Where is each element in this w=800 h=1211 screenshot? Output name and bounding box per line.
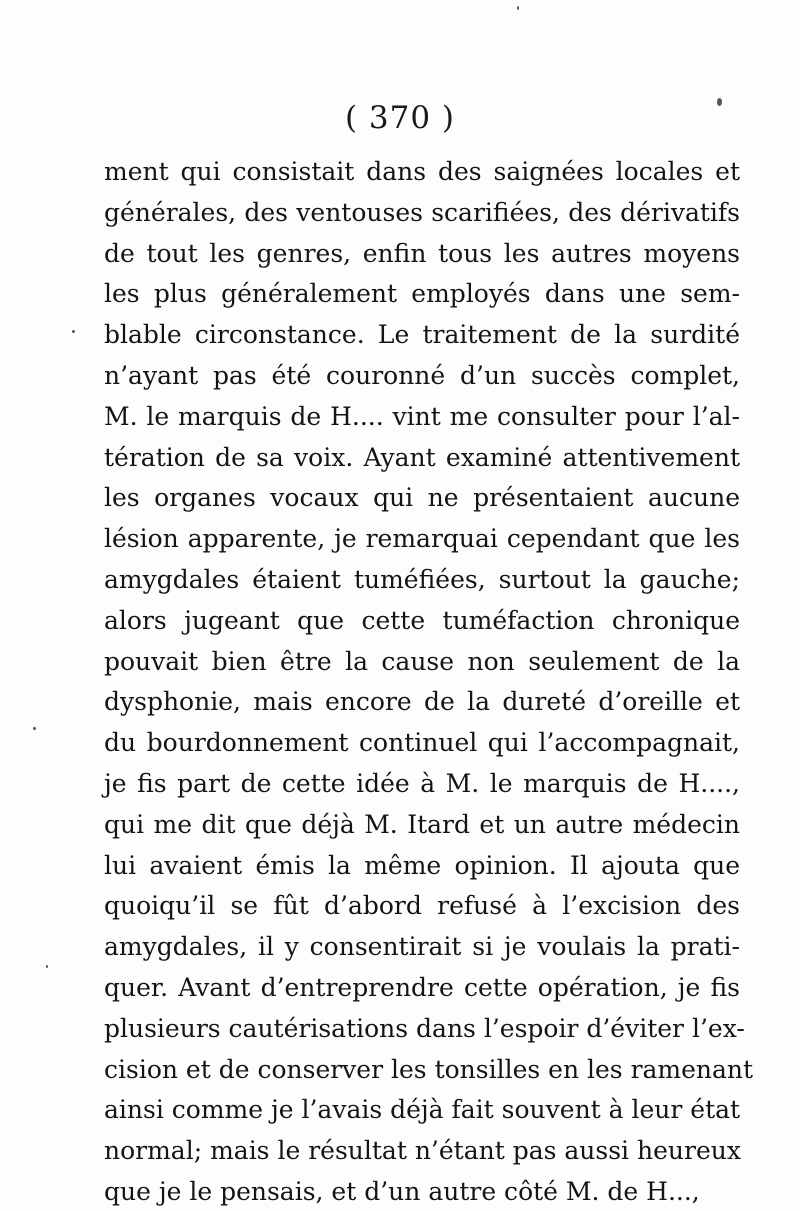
text-line: ainsi comme je l’avais déjà fait souvent à leur état xyxy=(104,1095,741,1125)
scan-speck xyxy=(33,727,36,730)
text-line: tération de sa voix. Ayant examiné attentivement xyxy=(104,442,740,472)
text-line: que je le pensais, et d’un autre côté M. de H..., xyxy=(104,1176,700,1206)
text-line: plusieurs cautérisations dans l’espoir d’éviter l’ex- xyxy=(104,1013,745,1043)
text-line: amygdales, il y consentirait si je voulais la prati- xyxy=(104,932,740,962)
text-line: lui avaient émis la même opinion. Il ajouta que xyxy=(104,850,740,880)
text-line: n’ayant pas été couronné d’un succès complet, xyxy=(104,360,740,390)
scan-speck xyxy=(517,6,519,10)
text-line: quer. Avant d’entreprendre cette opération, je fis xyxy=(104,972,740,1002)
text-line: du bourdonnement continuel qui l’accompagnait, xyxy=(104,728,740,758)
text-line: alors jugeant que cette tuméfaction chronique xyxy=(104,605,740,635)
text-line: quoiqu’il se fût d’abord refusé à l’excision des xyxy=(104,891,740,921)
text-line: ment qui consistait dans des saignées locales et xyxy=(104,157,740,186)
text-line: M. le marquis de H.... vint me consulter pour l’al- xyxy=(104,401,740,431)
body-text xyxy=(104,152,754,1211)
text-line: générales, des ventouses scarifiées, des dérivatifs xyxy=(104,197,740,227)
text-line: cision et de conserver les tonsilles en les ramenant xyxy=(104,1054,754,1084)
scan-speck xyxy=(46,965,48,968)
text-line: je fis part de cette idée à M. le marquis de H...., xyxy=(104,768,740,798)
scan-speck xyxy=(717,98,722,106)
text-line: les organes vocaux qui ne présentaient aucune xyxy=(104,483,740,513)
text-line: blable circonstance. Le traitement de la surdité xyxy=(104,320,740,350)
text-line: pouvait bien être la cause non seulement de la xyxy=(104,646,740,676)
page-number: ( 370 ) xyxy=(344,100,456,136)
text-line: lésion apparente, je remarquai cependant que les xyxy=(104,524,740,554)
text-line: dysphonie, mais encore de la dureté d’oreille et xyxy=(104,687,740,717)
text-line: de tout les genres, enfin tous les autres moyens xyxy=(104,238,740,268)
text-line: qui me dit que déjà M. Itard et un autre médecin xyxy=(104,809,740,839)
scan-speck xyxy=(72,330,75,333)
text-line: amygdales étaient tuméfiées, surtout la gauche; xyxy=(104,564,740,594)
text-line: normal; mais le résultat n’étant pas aussi heureux xyxy=(104,1136,741,1166)
text-line: les plus généralement employés dans une sem- xyxy=(104,279,740,309)
